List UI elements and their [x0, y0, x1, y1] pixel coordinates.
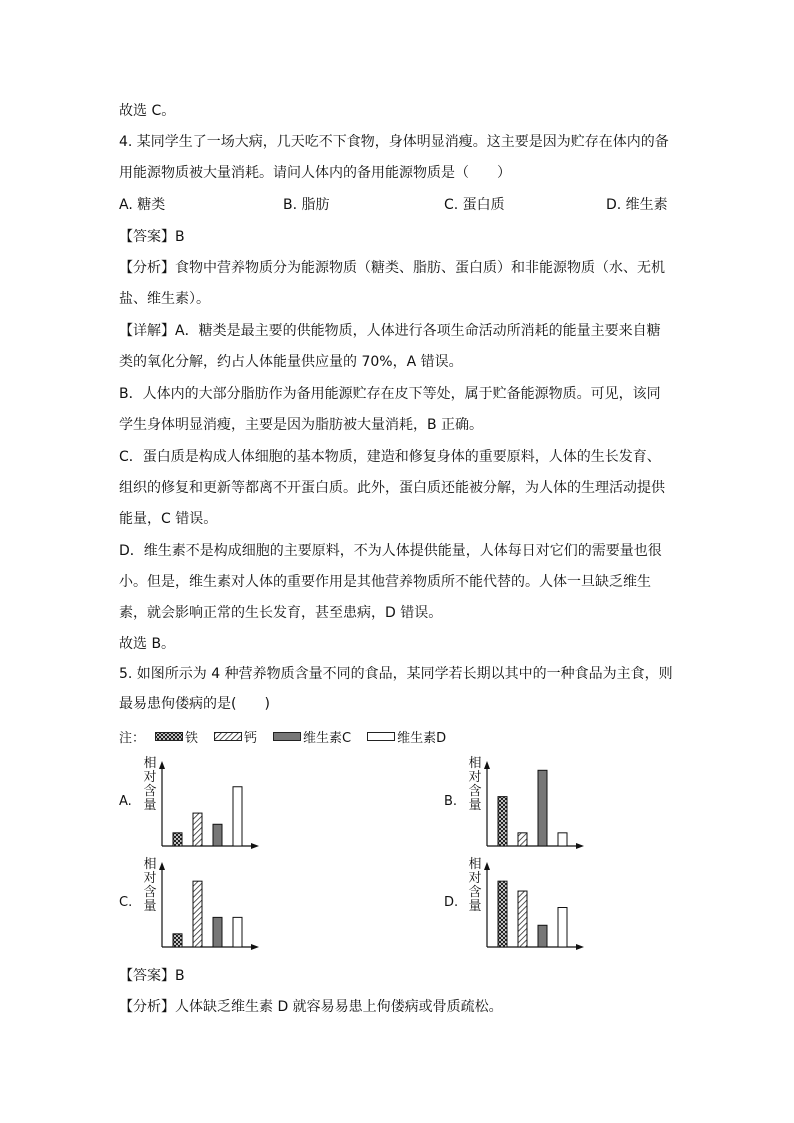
explanation-line: 小。但是，维生素对人体的重要作用是其他营养物质所不能代替的。人体一旦缺乏维生 — [119, 574, 651, 590]
bar-vitamin-d — [233, 917, 242, 947]
y-axis-arrow — [159, 761, 165, 769]
bar-vitamin-d — [558, 908, 567, 948]
option-d: D. 维生素 — [606, 197, 668, 213]
legend-label-vitamin-d: 维生素D — [397, 730, 447, 746]
text-line: 故选 B。 — [119, 636, 176, 652]
bar-vitamin-d — [233, 787, 242, 846]
bar-calcium — [518, 891, 527, 947]
chart-option-letter: D. — [444, 895, 459, 910]
y-axis-arrow — [484, 761, 490, 769]
question-4-stem: 4. 某同学生了一场大病，几天吃不下食物，身体明显消瘦。这主要是因为贮存在体内的备 — [119, 134, 669, 150]
text-line: 故选 C。 — [119, 103, 176, 119]
chart-option-letter: B. — [444, 794, 458, 809]
chart-option-letter: A. — [119, 794, 132, 809]
bar-calcium — [193, 881, 202, 947]
chart-option-letter: C. — [119, 895, 133, 910]
legend-swatch-iron — [155, 732, 183, 741]
y-axis-label: 相对含量 — [468, 857, 482, 914]
legend-label-calcium: 钙 — [244, 730, 258, 746]
bar-iron — [173, 833, 182, 846]
bar-vitamin-d — [558, 833, 567, 846]
bar-chart-plot — [119, 858, 319, 958]
answer-line: 【答案】B — [119, 968, 185, 984]
option-c: C. 蛋白质 — [444, 197, 505, 213]
bar-iron — [173, 934, 182, 947]
explanation-line: 素，就会影响正常的生长发育，甚至患病，D 错误。 — [119, 605, 443, 621]
y-axis-label: 相对含量 — [143, 857, 157, 914]
bar-chart-plot — [119, 757, 319, 857]
analysis-line: 盐、维生素）。 — [119, 291, 210, 307]
bar-iron — [498, 797, 507, 846]
chart-a — [119, 757, 319, 857]
legend-label-vitamin-c: 维生素C — [303, 730, 352, 746]
analysis-line: 【分析】食物中营养物质分为能源物质（糖类、脂肪、蛋白质）和非能源物质（水、无机 — [119, 260, 665, 276]
explanation-line: D．维生素不是构成细胞的主要原料，不为人体提供能量，人体每日对它们的需要量也很 — [119, 543, 662, 559]
x-axis-arrow — [576, 843, 584, 849]
question-5-stem: 5. 如图所示为 4 种营养物质含量不同的食品，某同学若长期以其中的一种食品为主食，则 — [119, 666, 673, 682]
chart-legend — [119, 726, 452, 746]
question-4-stem: 用能源物质被大量消耗。请问人体内的备用能源物质是（ ） — [119, 165, 511, 181]
option-b: B. 脂肪 — [283, 197, 330, 213]
legend-swatch-vitamin-d — [367, 732, 395, 741]
explanation-line: 类的氧化分解，约占人体能量供应量的 70%，A 错误。 — [119, 354, 463, 370]
chart-d — [444, 858, 644, 958]
explanation-line: C．蛋白质是构成人体细胞的基本物质，建造和修复身体的重要原料，人体的生长发育、 — [119, 449, 661, 465]
y-axis-arrow — [159, 862, 165, 870]
explanation-line: 【详解】A．糖类是最主要的供能物质，人体进行各项生命活动所消耗的能量主要来自糖 — [119, 323, 661, 339]
legend-label-iron: 铁 — [185, 730, 199, 746]
legend-swatch-calcium — [214, 732, 242, 741]
legend-swatch-vitamin-c — [273, 732, 301, 741]
explanation-line: B．人体内的大部分脂肪作为备用能源贮存在皮下等处，属于贮备能源物质。可见，该同 — [119, 386, 661, 402]
bar-iron — [498, 881, 507, 947]
bar-calcium — [518, 833, 527, 846]
bar-vitamin-c — [538, 770, 547, 846]
y-axis-label: 相对含量 — [143, 756, 157, 813]
bar-vitamin-c — [538, 925, 547, 947]
answer-line: 【答案】B — [119, 229, 185, 245]
explanation-line: 学生身体明显消瘦，主要是因为脂肪被大量消耗，B 正确。 — [119, 417, 484, 433]
bar-vitamin-c — [213, 824, 222, 846]
legend-note: 注： — [119, 730, 146, 746]
y-axis-arrow — [484, 862, 490, 870]
x-axis-arrow — [251, 944, 259, 950]
question-5-stem: 最易患佝偻病的是( ) — [119, 696, 270, 712]
x-axis-arrow — [251, 843, 259, 849]
chart-b — [444, 757, 644, 857]
option-a: A. 糖类 — [119, 197, 166, 213]
y-axis-label: 相对含量 — [468, 756, 482, 813]
bar-chart-plot — [444, 858, 644, 958]
chart-c — [119, 858, 319, 958]
explanation-line: 组织的修复和更新等都离不开蛋白质。此外，蛋白质还能被分解，为人体的生理活动提供 — [119, 480, 665, 496]
bar-vitamin-c — [213, 917, 222, 947]
bar-calcium — [193, 813, 202, 846]
bar-chart-plot — [444, 757, 644, 857]
analysis-line: 【分析】人体缺乏维生素 D 就容易易患上佝偻病或骨质疏松。 — [119, 999, 503, 1015]
explanation-line: 能量，C 错误。 — [119, 511, 218, 527]
x-axis-arrow — [576, 944, 584, 950]
